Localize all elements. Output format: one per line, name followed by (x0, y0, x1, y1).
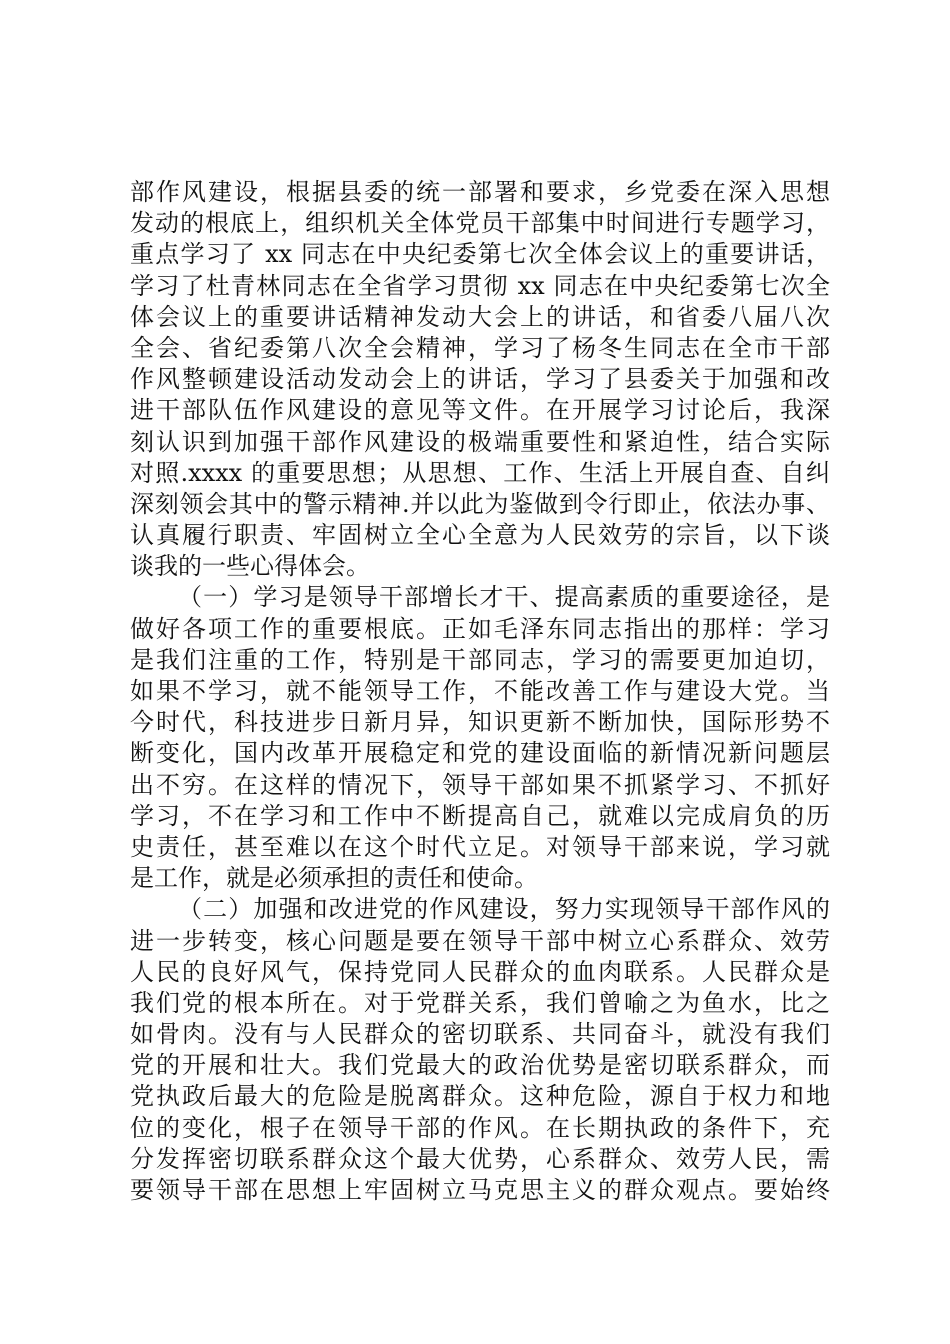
paragraph (130, 177, 830, 582)
text-line: 部作风建设，根据县委的统一部署和要求，乡党委在深入思想 (130, 178, 830, 206)
text-line: 学习，不在学习和工作中不断提高自己，就难以完成肩负的历 (130, 801, 830, 830)
text-line: 深刻领会其中的警示精神.并以此为鉴做到令行即止，依法办事、 (130, 489, 830, 518)
text-line: 分发挥密切联系群众这个最大优势，心系群众、效劳人民，需 (130, 1144, 830, 1173)
text-line: 发动的根底上，组织机关全体党员干部集中时间进行专题学习， (130, 209, 830, 238)
text-line: 对照.xxxx 的重要思想；从思想、工作、生活上开展自查、自纠 (130, 458, 830, 487)
text-line: 进干部队伍作风建设的意见等文件。在开展学习讨论后，我深 (130, 396, 830, 425)
text-line: 做好各项工作的重要根底。正如毛泽东同志指出的那样：学习 (130, 614, 830, 643)
text-line: 谈我的一些心得体会。 (130, 552, 370, 581)
text-line: 重点学习了 xx 同志在中央纪委第七次全体会议上的重要讲话， (130, 240, 830, 269)
text-line: 断变化，国内改革开展稳定和党的建设面临的新情况新问题层 (130, 739, 830, 768)
text-line: 刻认识到加强干部作风建设的极端重要性和紧迫性，结合实际 (130, 427, 830, 456)
text-line: 是我们注重的工作，特别是干部同志，学习的需要更加迫切， (130, 645, 830, 674)
text-line: 我们党的根本所在。对于党群关系，我们曾喻之为鱼水，比之 (130, 988, 830, 1017)
text-line: 如骨肉。没有与人民群众的密切联系、共同奋斗，就没有我们 (130, 1020, 830, 1049)
paragraph (130, 582, 830, 894)
text-line: 作风整顿建设活动发动会上的讲话，学习了县委关于加强和改 (130, 365, 830, 394)
text-line: 学习了杜青林同志在全省学习贯彻 xx 同志在中央纪委第七次全 (130, 271, 830, 300)
text-line: 如果不学习，就不能领导工作，不能改善工作与建设大党。当 (130, 677, 830, 705)
text-line: 体会议上的重要讲话精神发动大会上的讲话，和省委八届八次 (130, 302, 830, 331)
text-line: 人民的良好风气，保持党同人民群众的血肉联系。人民群众是 (130, 957, 830, 986)
document-body (130, 177, 830, 1206)
text-line: 史责任，甚至难以在这个时代立足。对领导干部来说，学习就 (130, 832, 830, 861)
text-line: 位的变化，根子在领导干部的作风。在长期执政的条件下，充 (130, 1113, 830, 1142)
text-line: 党执政后最大的危险是脱离群众。这种危险，源自于权力和地 (130, 1082, 830, 1111)
text-line: 认真履行职责、牢固树立全心全意为人民效劳的宗旨，以下谈 (130, 521, 830, 550)
text-line: （一）学习是领导干部增长才干、提高素质的重要途径，是 (178, 583, 830, 612)
text-line: 出不穷。在这样的情况下，领导干部如果不抓紧学习、不抓好 (130, 770, 830, 799)
text-line: 是工作，就是必须承担的责任和使命。 (130, 864, 538, 893)
text-line: （二）加强和改进党的作风建设，努力实现领导干部作风的 (178, 895, 830, 924)
paragraph (130, 894, 830, 1206)
text-line: 全会、省纪委第八次全会精神，学习了杨冬生同志在全市干部 (130, 333, 830, 362)
text-line: 今时代，科技进步日新月异，知识更新不断加快，国际形势不 (130, 708, 830, 737)
text-line: 党的开展和壮大。我们党最大的政治优势是密切联系群众，而 (130, 1051, 830, 1080)
text-line: 要领导干部在思想上牢固树立马克思主义的群众观点。要始终 (130, 1176, 830, 1204)
text-line: 进一步转变，核心问题是要在领导干部中树立心系群众、效劳 (130, 926, 830, 955)
